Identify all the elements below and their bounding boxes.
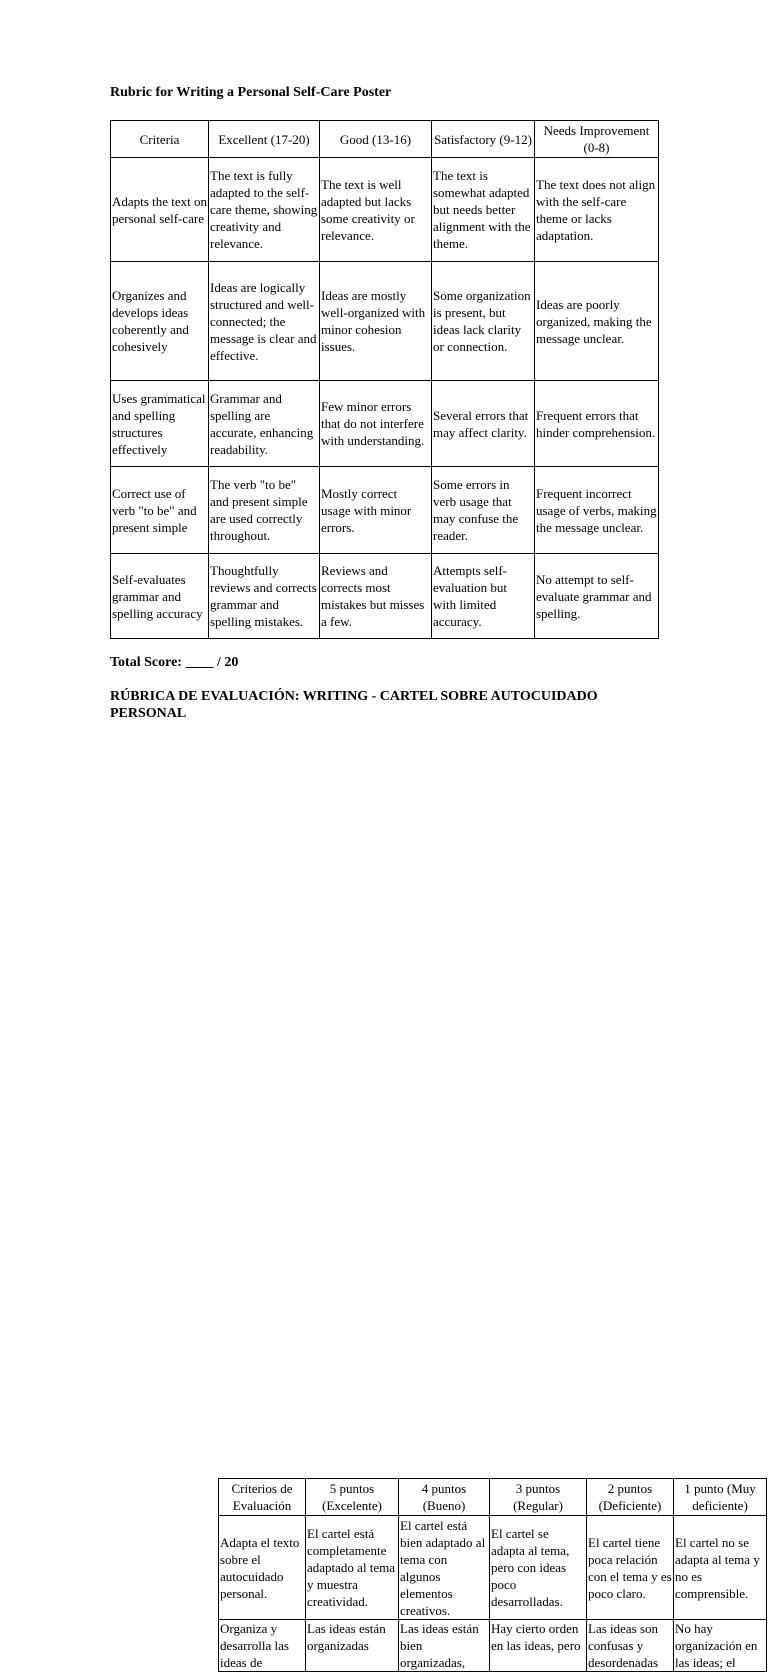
table-cell: The text is somewhat adapted but needs better alignment with the theme. bbox=[432, 158, 535, 262]
header-cell: Excellent (17-20) bbox=[209, 121, 320, 158]
rubrica-title: RÚBRICA DE EVALUACIÓN: WRITING - CARTEL SOBRE AUTOCUIDADO PERSONAL bbox=[110, 689, 598, 721]
table-cell: Ideas are poorly organized, making the message unclear. bbox=[535, 262, 659, 381]
header-cell: Criteria bbox=[111, 121, 209, 158]
table-cell: Thoughtfully reviews and corrects grammar and spelling mistakes. bbox=[209, 554, 320, 639]
table-cell: El cartel tiene poca relación con el tema y es poco claro. bbox=[587, 1516, 674, 1620]
table-row bbox=[111, 467, 659, 554]
criteria-cell: Correct use of verb "to be" and present simple bbox=[111, 467, 209, 554]
header-cell: Needs Improvement (0-8) bbox=[535, 121, 659, 158]
table-cell: Some errors in verb usage that may confuse the reader. bbox=[432, 467, 535, 554]
rubrica-table-clip bbox=[108, 738, 760, 1670]
table-header-row bbox=[111, 121, 659, 158]
table-cell: No attempt to self-evaluate grammar and spelling. bbox=[535, 554, 659, 639]
rubric-table bbox=[110, 120, 659, 639]
header-cell: Satisfactory (9-12) bbox=[432, 121, 535, 158]
header-cell: Good (13-16) bbox=[320, 121, 432, 158]
table-cell: No hay organización en las ideas; el bbox=[674, 1620, 767, 1672]
table-row bbox=[219, 1516, 767, 1620]
total-score: Total Score: ____ / 20 bbox=[110, 655, 239, 670]
table-cell: Hay cierto orden en las ideas, pero bbox=[490, 1620, 587, 1672]
table-cell: Las ideas están bien organizadas, bbox=[399, 1620, 490, 1672]
table-cell: Ideas are logically structured and well-connected; the message is clear and effective. bbox=[209, 262, 320, 381]
table-cell: El cartel está completamente adaptado al tema y muestra creatividad. bbox=[306, 1516, 399, 1620]
table-cell: Grammar and spelling are accurate, enhancing readability. bbox=[209, 381, 320, 467]
table-cell: El cartel se adapta al tema, pero con ideas poco desarrolladas. bbox=[490, 1516, 587, 1620]
header-cell: 3 puntos (Regular) bbox=[490, 1479, 587, 1516]
table-cell: Ideas are mostly well-organized with minor cohesion issues. bbox=[320, 262, 432, 381]
criteria-cell: Organizes and develops ideas coherently and cohesively bbox=[111, 262, 209, 381]
table-cell: Frequent errors that hinder comprehension. bbox=[535, 381, 659, 467]
criteria-cell: Self-evaluates grammar and spelling accuracy bbox=[111, 554, 209, 639]
table-cell: Attempts self-evaluation but with limited accuracy. bbox=[432, 554, 535, 639]
table-row bbox=[111, 262, 659, 381]
table-cell: The text does not align with the self-care theme or lacks adaptation. bbox=[535, 158, 659, 262]
table-cell: Las ideas son confusas y desordenadas bbox=[587, 1620, 674, 1672]
criteria-cell: Organiza y desarrolla las ideas de bbox=[219, 1620, 306, 1672]
table-cell: El cartel está bien adaptado al tema con algunos elementos creativos. bbox=[399, 1516, 490, 1620]
rubric-title: Rubric for Writing a Personal Self-Care Poster bbox=[110, 85, 392, 100]
criteria-cell: Adapts the text on personal self-care bbox=[111, 158, 209, 262]
header-cell: 2 puntos (Deficiente) bbox=[587, 1479, 674, 1516]
table-cell: Few minor errors that do not interfere with understanding. bbox=[320, 381, 432, 467]
table-header-row bbox=[219, 1479, 767, 1516]
table-row bbox=[111, 158, 659, 262]
table-cell: The verb "to be" and present simple are used correctly throughout. bbox=[209, 467, 320, 554]
table-row bbox=[111, 554, 659, 639]
table-cell: El cartel no se adapta al tema y no es comprensible. bbox=[674, 1516, 767, 1620]
table-cell: Mostly correct usage with minor errors. bbox=[320, 467, 432, 554]
table-cell: Frequent incorrect usage of verbs, making the message unclear. bbox=[535, 467, 659, 554]
criteria-cell: Uses grammatical and spelling structures effectively bbox=[111, 381, 209, 467]
header-cell: 5 puntos (Excelente) bbox=[306, 1479, 399, 1516]
table-cell: Several errors that may affect clarity. bbox=[432, 381, 535, 467]
table-row bbox=[111, 381, 659, 467]
rubrica-table bbox=[218, 1478, 767, 1672]
header-cell: 1 punto (Muy deficiente) bbox=[674, 1479, 767, 1516]
header-cell: Criterios de Evaluación bbox=[219, 1479, 306, 1516]
criteria-cell: Adapta el texto sobre el autocuidado personal. bbox=[219, 1516, 306, 1620]
table-cell: Las ideas están organizadas bbox=[306, 1620, 399, 1672]
table-cell: Some organization is present, but ideas lack clarity or connection. bbox=[432, 262, 535, 381]
table-row bbox=[219, 1620, 767, 1672]
header-cell: 4 puntos (Bueno) bbox=[399, 1479, 490, 1516]
table-cell: The text is well adapted but lacks some creativity or relevance. bbox=[320, 158, 432, 262]
table-cell: The text is fully adapted to the self-care theme, showing creativity and relevance. bbox=[209, 158, 320, 262]
table-cell: Reviews and corrects most mistakes but misses a few. bbox=[320, 554, 432, 639]
